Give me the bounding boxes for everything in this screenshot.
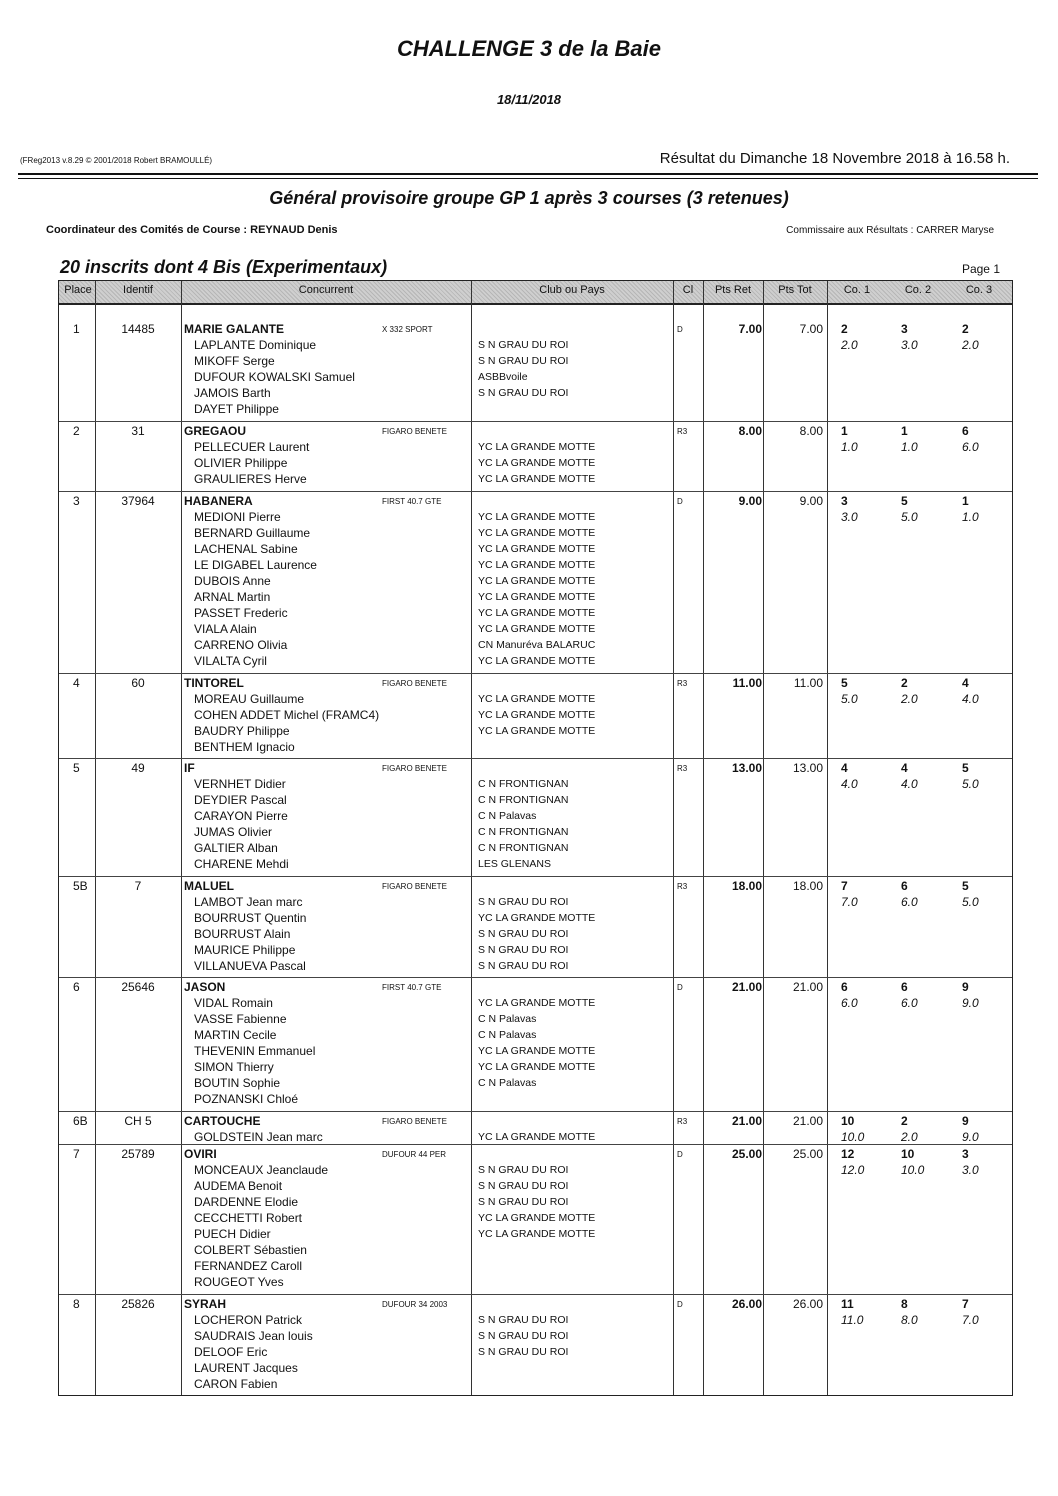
header-rule [18,173,1038,175]
crew-member-club: C N FRONTIGNAN [478,842,569,854]
entry-co1-points: 7.0 [841,895,858,909]
entry-pts-ret: 11.00 [732,676,762,690]
entries-count: 20 inscrits dont 4 Bis (Experimentaux) [60,257,388,277]
crew-member-club: S N GRAU DU ROI [478,355,569,367]
crew-member-name: GOLDSTEIN Jean marc [194,1130,323,1144]
crew-member-club: LES GLENANS [478,858,551,870]
entry-boat-model: FIGARO BENETE [382,882,447,891]
entry-co2-place: 4 [901,761,908,775]
entry-co3-points: 4.0 [962,692,979,706]
crew-member-name: OLIVIER Philippe [194,456,288,470]
entry-co1-points: 10.0 [841,1130,865,1144]
crew-member-name: ROUGEOT Yves [194,1275,284,1289]
result-timestamp: Résultat du Dimanche 18 Novembre 2018 à 16.58 h. [659,150,1010,167]
crew-member-name: VIDAL Romain [194,996,273,1010]
document-date: 18/11/2018 [496,92,562,107]
crew-member-club: C N Palavas [478,1077,537,1089]
entry-co1-points: 4.0 [841,777,858,791]
entry-co2-place: 10 [901,1147,915,1161]
entry-co3-points: 9.0 [962,996,979,1010]
entry-co2-points: 6.0 [901,996,918,1010]
col-header-pts-tot: Pts Tot [778,284,812,296]
crew-member-club: YC LA GRANDE MOTTE [478,441,596,453]
entry-co3-points: 9.0 [962,1130,979,1144]
entry-boat-name: CARTOUCHE [184,1114,261,1128]
entry-class: R3 [677,679,688,688]
entry-co1-place: 3 [841,494,848,508]
crew-member-club: S N GRAU DU ROI [478,1196,569,1208]
entry-co2-points: 10.0 [901,1163,925,1177]
crew-member-club: S N GRAU DU ROI [478,1180,569,1192]
crew-member-name: DUFOUR KOWALSKI Samuel [194,370,355,384]
crew-member-name: GRAULIERES Herve [194,472,307,486]
entry-boat-name: IF [184,761,195,775]
entry-separator [59,977,1012,978]
entry-boat-model: X 332 SPORT [382,325,433,334]
crew-member-club: S N GRAU DU ROI [478,1314,569,1326]
entry-co3-place: 9 [962,1114,969,1128]
coordinator-line: Coordinateur des Comités de Course : REYNAUD Denis [46,224,338,236]
crew-member-name: MONCEAUX Jeanclaude [194,1163,329,1177]
crew-member-club: YC LA GRANDE MOTTE [478,457,596,469]
col-header-place: Place [64,284,92,296]
crew-member-club: S N GRAU DU ROI [478,339,569,351]
entry-boat-model: DUFOUR 34 2003 [382,1300,448,1309]
crew-member-name: POZNANSKI Chloé [194,1092,299,1106]
entry-identif: 7 [134,879,142,893]
entry-co3-points: 2.0 [962,338,979,352]
crew-member-club: S N GRAU DU ROI [478,960,569,972]
entry-boat-model: DUFOUR 44 PER [382,1150,447,1159]
crew-member-club: YC LA GRANDE MOTTE [478,655,596,667]
entry-co2-points: 4.0 [901,777,918,791]
crew-member-name: MAURICE Philippe [194,943,296,957]
crew-member-name: LOCHERON Patrick [194,1313,303,1327]
entry-pts-ret: 18.00 [731,879,762,893]
entry-identif: 31 [131,424,145,438]
crew-member-club: CN Manuréva BALARUC [478,639,596,651]
entry-pts-tot: 7.00 [799,322,823,336]
entry-co2-place: 6 [901,879,908,893]
entry-place: 4 [73,676,80,690]
entry-separator [59,876,1012,877]
crew-member-club: S N GRAU DU ROI [478,1330,569,1342]
entry-identif: CH 5 [124,1114,152,1128]
entry-separator [59,1111,1012,1112]
entry-identif: 25826 [121,1297,155,1311]
entry-co1-points: 2.0 [841,338,858,352]
crew-member-club: YC LA GRANDE MOTTE [478,693,596,705]
crew-member-name: DELOOF Eric [194,1345,268,1359]
entry-co3-place: 6 [962,424,969,438]
crew-member-club: S N GRAU DU ROI [478,1164,569,1176]
entry-co1-place: 7 [841,879,848,893]
entry-boat-name: TINTOREL [184,676,244,690]
entry-place: 3 [73,494,80,508]
crew-member-club: C N Palavas [478,810,537,822]
entry-co3-place: 5 [962,879,969,893]
crew-member-name: VASSE Fabienne [194,1012,287,1026]
commissaire-line: Commissaire aux Résultats : CARRER Maryse [786,225,994,236]
entry-co1-points: 1.0 [841,440,858,454]
crew-member-name: VIALA Alain [194,622,257,636]
col-header-co2: Co. 2 [904,284,932,296]
crew-member-name: CHARENE Mehdi [194,857,289,871]
crew-member-name: SAUDRAIS Jean louis [194,1329,313,1343]
crew-member-name: BOUTIN Sophie [194,1076,281,1090]
entry-class: D [677,325,683,334]
crew-member-club: S N GRAU DU ROI [478,944,569,956]
crew-member-name: CARON Fabien [194,1377,278,1391]
crew-member-name: LAURENT Jacques [194,1361,298,1375]
entry-co2-place: 5 [901,494,908,508]
entry-co2-place: 6 [901,980,908,994]
entry-pts-tot: 18.00 [792,879,823,893]
col-header-co3: Co. 3 [965,284,993,296]
entry-boat-model: FIRST 40.7 GTE [382,497,442,506]
results-table [58,280,1013,1396]
crew-member-club: S N GRAU DU ROI [478,896,569,908]
entry-class: D [677,1300,683,1309]
entry-boat-model: FIGARO BENETE [382,764,447,773]
crew-member-name: MEDIONI Pierre [194,510,281,524]
entry-pts-tot: 25.00 [792,1147,823,1161]
crew-member-name: VILALTA Cyril [194,654,267,668]
entry-separator [59,421,1012,422]
entry-place: 6 [73,980,80,994]
entry-place: 2 [73,424,80,438]
entry-co3-place: 4 [962,676,969,690]
entry-identif: 25789 [121,1147,155,1161]
crew-member-name: CECCHETTI Robert [194,1211,303,1225]
entry-pts-tot: 13.00 [792,761,823,775]
entry-pts-ret: 21.00 [731,980,762,994]
entry-place: 6B [73,1114,88,1128]
entry-class: R3 [677,427,688,436]
col-header-identif: Identif [123,284,153,296]
entry-co1-place: 6 [841,980,848,994]
crew-member-name: MARTIN Cecile [194,1028,277,1042]
entry-class: R3 [677,1117,688,1126]
entry-boat-model: FIGARO BENETE [382,1117,447,1126]
crew-member-name: BERNARD Guillaume [194,526,311,540]
entry-co2-points: 5.0 [901,510,918,524]
crew-member-name: AUDEMA Benoit [194,1179,283,1193]
header-rule-thin [18,178,1038,179]
crew-member-name: CARAYON Pierre [194,809,288,823]
crew-member-club: S N GRAU DU ROI [478,1346,569,1358]
crew-member-club: YC LA GRANDE MOTTE [478,1131,596,1143]
crew-member-club: YC LA GRANDE MOTTE [478,997,596,1009]
crew-member-name: PUECH Didier [194,1227,271,1241]
entry-pts-ret: 7.00 [738,322,762,336]
entry-co2-place: 3 [901,322,908,336]
crew-member-club: YC LA GRANDE MOTTE [478,709,596,721]
crew-member-name: DARDENNE Elodie [194,1195,299,1209]
entry-identif: 14485 [121,322,155,336]
entry-place: 1 [73,322,80,336]
entry-pts-ret: 8.00 [738,424,762,438]
crew-member-club: YC LA GRANDE MOTTE [478,591,596,603]
entry-separator [59,1294,1012,1295]
crew-member-name: BAUDRY Philippe [194,724,290,738]
entry-identif: 60 [131,676,145,690]
entry-pts-tot: 21.00 [792,980,823,994]
entry-co3-points: 7.0 [962,1313,979,1327]
crew-member-name: BOURRUST Alain [194,927,291,941]
entry-boat-name: JASON [184,980,226,994]
crew-member-name: COHEN ADDET Michel (FRAMC4) [194,708,380,722]
crew-member-club: YC LA GRANDE MOTTE [478,607,596,619]
crew-member-name: DUBOIS Anne [194,574,271,588]
crew-member-name: LAPLANTE Dominique [194,338,317,352]
entry-co2-place: 2 [901,676,908,690]
col-header-class: Cl [682,284,694,296]
crew-member-name: LACHENAL Sabine [194,542,298,556]
entry-boat-model: FIGARO BENETE [382,427,447,436]
col-header-pts-ret: Pts Ret [714,284,752,296]
entry-boat-name: MALUEL [184,879,234,893]
crew-member-name: MOREAU Guillaume [194,692,305,706]
entry-co3-place: 5 [962,761,969,775]
entry-pts-tot: 8.00 [799,424,823,438]
entry-co1-place: 2 [841,322,848,336]
entry-boat-model: FIGARO BENETE [382,679,447,688]
entry-co3-points: 5.0 [962,777,979,791]
col-header-club: Club ou Pays [539,284,605,296]
entry-co1-place: 4 [841,761,848,775]
entry-co3-place: 1 [962,494,969,508]
entry-boat-name: MARIE GALANTE [184,322,284,336]
crew-member-club: ASBBvoile [478,371,528,383]
entry-separator [59,1144,1012,1145]
entry-co2-points: 2.0 [901,1130,918,1144]
entry-co1-place: 11 [841,1297,854,1311]
crew-member-name: PELLECUER Laurent [194,440,310,454]
entry-co2-points: 6.0 [901,895,918,909]
entry-boat-model: FIRST 40.7 GTE [382,983,442,992]
entry-place: 5 [73,761,80,775]
entry-co1-points: 6.0 [841,996,858,1010]
entry-separator [59,491,1012,492]
entry-identif: 49 [131,761,145,775]
crew-member-name: BOURRUST Quentin [194,911,307,925]
crew-member-name: GALTIER Alban [194,841,278,855]
page-number: Page 1 [961,262,1000,276]
crew-member-club: YC LA GRANDE MOTTE [478,543,596,555]
entry-co2-place: 2 [901,1114,908,1128]
entry-pts-ret: 21.00 [731,1114,762,1128]
entry-co2-place: 1 [901,424,908,438]
entry-co1-points: 11.0 [841,1313,864,1327]
entry-class: D [677,983,683,992]
entry-pts-ret: 26.00 [731,1297,762,1311]
crew-member-club: YC LA GRANDE MOTTE [478,559,596,571]
entry-pts-tot: 9.00 [799,494,823,508]
entry-co3-place: 3 [962,1147,969,1161]
entry-boat-name: GREGAOU [184,424,247,438]
crew-member-name: DEYDIER Pascal [194,793,287,807]
entry-class: D [677,1150,683,1159]
entry-place: 5B [73,879,88,893]
crew-member-name: VERNHET Didier [194,777,286,791]
crew-member-club: C N FRONTIGNAN [478,794,569,806]
entry-pts-tot: 11.00 [793,676,823,690]
entry-co3-points: 6.0 [962,440,979,454]
entry-place: 7 [73,1147,80,1161]
crew-member-name: CARRENO Olivia [194,638,288,652]
crew-member-club: S N GRAU DU ROI [478,387,569,399]
crew-member-name: DAYET Philippe [194,402,279,416]
entry-co2-points: 3.0 [901,338,918,352]
crew-member-club: YC LA GRANDE MOTTE [478,473,596,485]
crew-member-name: SIMON Thierry [194,1060,274,1074]
entry-separator [59,673,1012,674]
crew-member-club: C N Palavas [478,1029,537,1041]
entry-co2-points: 1.0 [901,440,918,454]
entry-co3-place: 7 [962,1297,969,1311]
entry-identif: 37964 [121,494,155,508]
entry-boat-name: HABANERA [184,494,253,508]
crew-member-name: PASSET Frederic [194,606,288,620]
entry-separator [59,758,1012,759]
entry-class: R3 [677,764,688,773]
crew-member-club: C N FRONTIGNAN [478,826,569,838]
entry-co1-place: 5 [841,676,848,690]
entry-pts-tot: 21.00 [792,1114,823,1128]
crew-member-name: JAMOIS Barth [194,386,271,400]
crew-member-club: YC LA GRANDE MOTTE [478,1228,596,1240]
ranking-subtitle: Général provisoire groupe GP 1 après 3 courses (3 retenues) [269,188,789,208]
entry-class: D [677,497,683,506]
crew-member-club: YC LA GRANDE MOTTE [478,1045,596,1057]
col-header-concurrent: Concurrent [298,284,354,296]
crew-member-name: FERNANDEZ Caroll [194,1259,303,1273]
crew-member-name: THEVENIN Emmanuel [194,1044,316,1058]
entry-co3-points: 1.0 [962,510,979,524]
crew-member-club: YC LA GRANDE MOTTE [478,1061,596,1073]
entry-co1-place: 10 [841,1114,855,1128]
entry-co1-place: 1 [841,424,848,438]
crew-member-name: LAMBOT Jean marc [194,895,303,909]
entry-pts-ret: 13.00 [731,761,762,775]
crew-member-club: YC LA GRANDE MOTTE [478,725,596,737]
crew-member-name: BENTHEM Ignacio [194,740,295,754]
table-body [59,281,1012,1395]
entry-pts-ret: 9.00 [738,494,762,508]
crew-member-name: ARNAL Martin [194,590,271,604]
entry-co3-place: 9 [962,980,969,994]
entry-co3-points: 5.0 [962,895,979,909]
crew-member-club: YC LA GRANDE MOTTE [478,912,596,924]
entry-pts-ret: 25.00 [731,1147,762,1161]
crew-member-name: LE DIGABEL Laurence [194,558,317,572]
entry-co1-points: 3.0 [841,510,858,524]
entry-class: R3 [677,882,688,891]
crew-member-name: VILLANUEVA Pascal [194,959,306,973]
crew-member-club: C N FRONTIGNAN [478,778,569,790]
crew-member-club: YC LA GRANDE MOTTE [478,623,596,635]
entry-co1-points: 12.0 [841,1163,865,1177]
entry-boat-name: SYRAH [184,1297,227,1311]
entry-place: 8 [73,1297,80,1311]
entry-pts-tot: 26.00 [792,1297,823,1311]
crew-member-club: C N Palavas [478,1013,537,1025]
crew-member-club: YC LA GRANDE MOTTE [478,575,596,587]
entry-identif: 25646 [121,980,155,994]
crew-member-name: COLBERT Sébastien [194,1243,307,1257]
entry-co1-place: 12 [841,1147,855,1161]
crew-member-club: S N GRAU DU ROI [478,928,569,940]
col-header-co1: Co. 1 [843,284,871,296]
entry-co2-place: 8 [901,1297,908,1311]
crew-member-club: YC LA GRANDE MOTTE [478,527,596,539]
crew-member-club: YC LA GRANDE MOTTE [478,1212,596,1224]
document-title: CHALLENGE 3 de la Baie [396,36,662,61]
crew-member-name: MIKOFF Serge [194,354,275,368]
entry-co3-points: 3.0 [962,1163,979,1177]
crew-member-name: JUMAS Olivier [194,825,273,839]
entry-boat-name: OVIRI [184,1147,217,1161]
entry-co1-points: 5.0 [841,692,858,706]
entry-co3-place: 2 [962,322,969,336]
entry-co2-points: 8.0 [901,1313,918,1327]
software-credit: (FReg2013 v.8.29 © 2001/2018 Robert BRAMOULLÉ) [20,156,213,165]
entry-co2-points: 2.0 [901,692,918,706]
crew-member-club: YC LA GRANDE MOTTE [478,511,596,523]
